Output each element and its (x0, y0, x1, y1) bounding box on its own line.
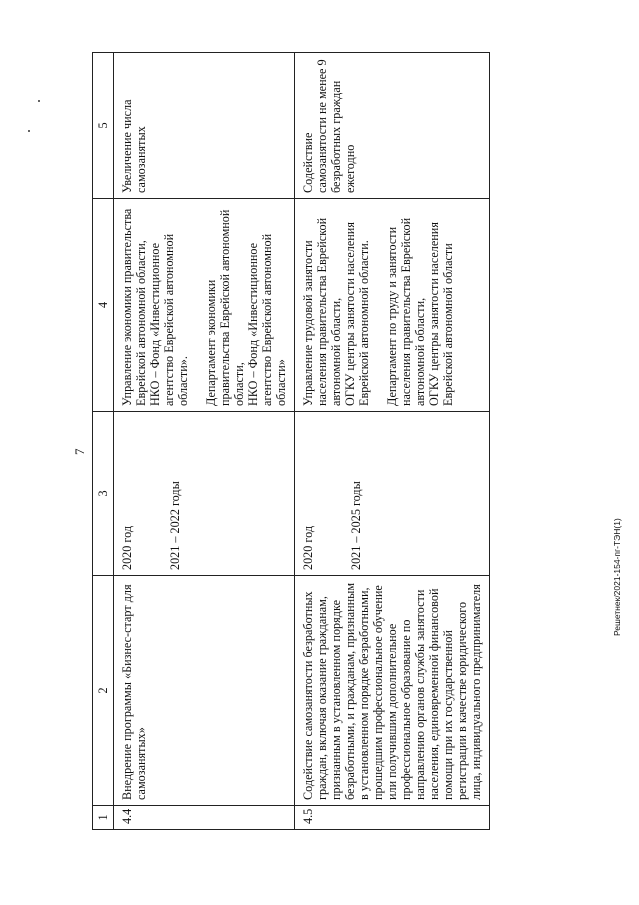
period-first: 2020 год (120, 525, 134, 570)
executors-second: Департамент экономики правительства Еврейской автономной области, НКО – Фонд «Инвестиционное агентство Еврейской автономной области» (204, 209, 288, 406)
table-header-row (93, 53, 114, 830)
period-cell (295, 412, 490, 576)
result-cell: Содействие самозанятости не менее 9 безработных граждан ежегодно (295, 53, 490, 199)
measures-table (92, 52, 490, 830)
period-second: 2021 – 2025 годы (349, 481, 363, 570)
table-row (114, 53, 295, 830)
row-number: 4.4 (114, 806, 295, 830)
header-col-3: 3 (93, 412, 114, 576)
period-first: 2020 год (301, 525, 315, 570)
header-col-2: 2 (93, 576, 114, 806)
scan-speck (28, 130, 30, 132)
period-cell (114, 412, 295, 576)
document-footer-code: Решетнек/2021-154-пг-ТЭН(1) (612, 518, 622, 636)
page-number: 7 (72, 448, 87, 455)
scan-speck (38, 100, 40, 102)
executors-first: Управление экономики правительства Еврейской автономной области, НКО – Фонд «Инвестиционное агентство Еврейской автономной области». (120, 208, 190, 406)
header-col-4: 4 (93, 199, 114, 412)
rotated-table-container (92, 52, 483, 830)
executors-cell (295, 199, 490, 412)
row-number: 4.5 (295, 806, 490, 830)
header-col-5: 5 (93, 53, 114, 199)
executors-cell (114, 199, 295, 412)
period-second: 2021 – 2022 годы (168, 481, 182, 570)
result-cell: Увеличение числа самозанятых (114, 53, 295, 199)
header-col-1: 1 (93, 806, 114, 830)
table-row (295, 53, 490, 830)
executors-first: Управление трудовой занятости населения правительства Еврейской автономной области, ОГКУ центры занятости населения Еврейской автономной области. (301, 217, 371, 406)
measure-cell: Содействие самозанятости безработных граждан, включая оказание гражданам, признанным в установленном порядке безработными, и гражданам, признанным в установленном порядке безработными, прошедшим профессиональное обучение или получившим дополнительное профессиональное образование по направлению органов службы занятости населения, единовременной финансовой помощи при их государственной регистрации в качестве юридического лица, индивидуального предпринимателя (295, 576, 490, 806)
measure-cell: Внедрение программы «Бизнес-старт для самозанятых» (114, 576, 295, 806)
executors-second: Департамент по труду и занятости населения правительства Еврейской автономной области, ОГКУ центры занятости населения Еврейской автономной области (385, 217, 455, 406)
